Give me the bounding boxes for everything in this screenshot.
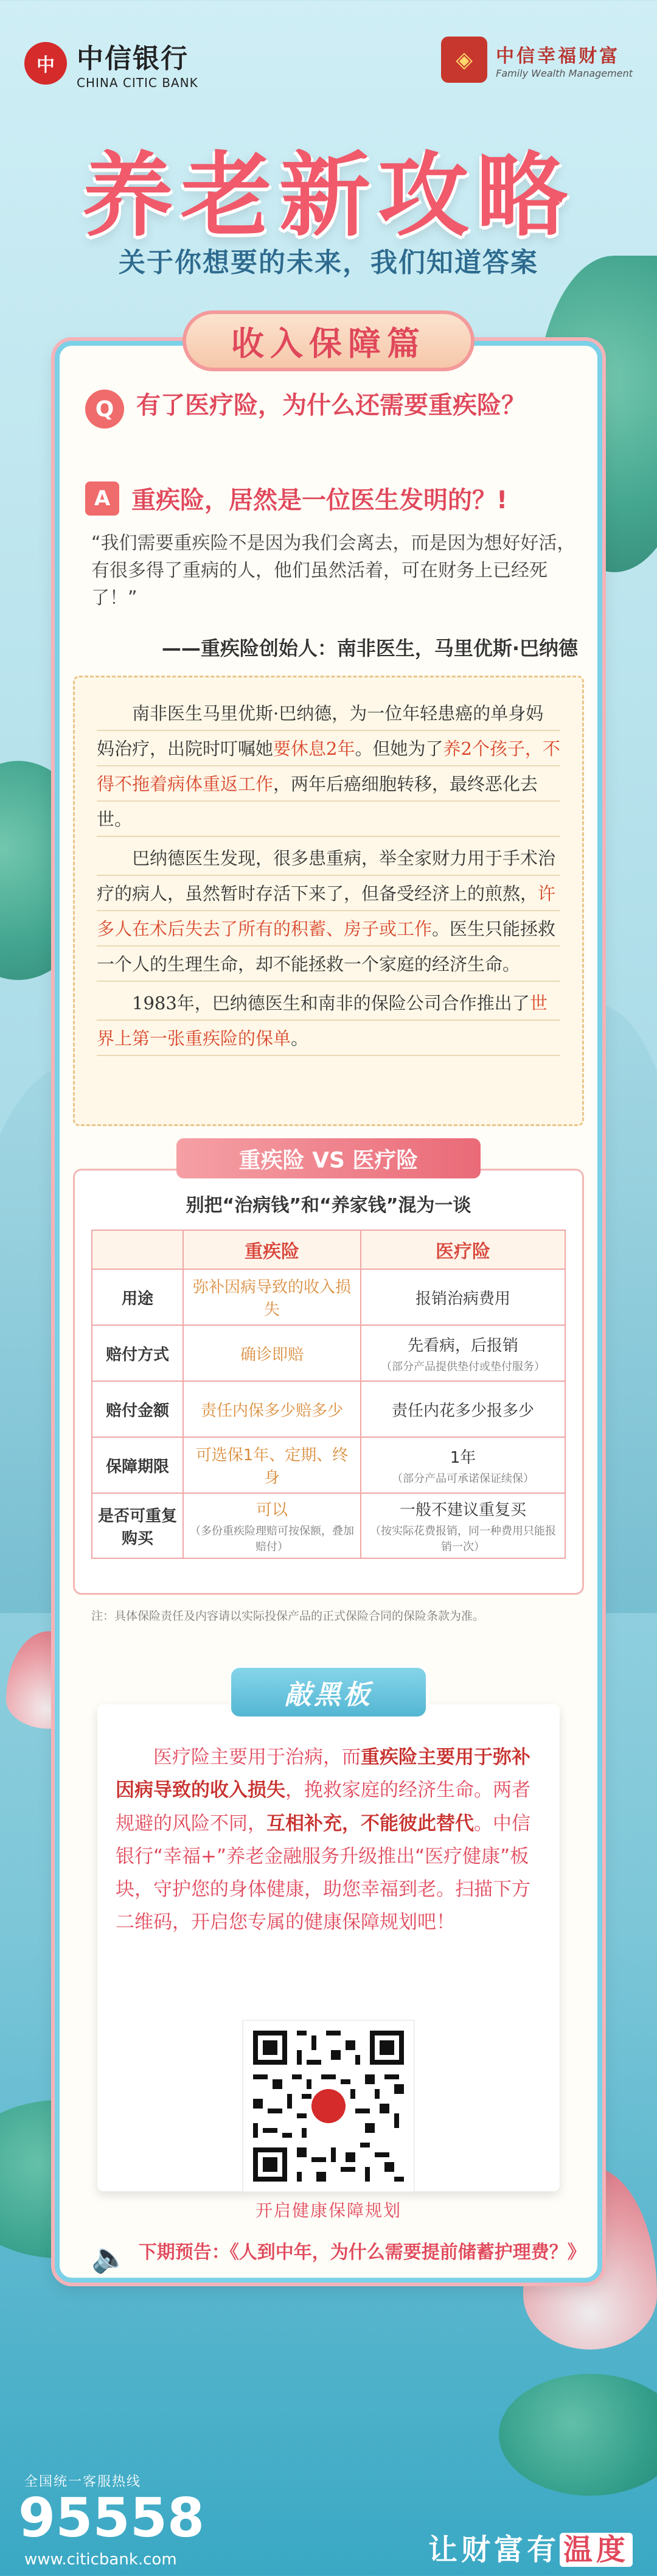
comparison-table	[91, 1230, 566, 1559]
row-label: 赔付金额	[92, 1381, 183, 1437]
row-label: 用途	[92, 1269, 183, 1325]
bank-name-en: CHINA CITIC BANK	[77, 75, 198, 90]
cell-note: （部分产品可承诺保证续保）	[391, 1472, 534, 1485]
cell-note: （按实际花费报销，同一种费用只能报销一次）	[369, 1525, 556, 1553]
row-label: 是否可重复购买	[92, 1493, 183, 1558]
story-paragraph-1	[97, 696, 560, 837]
cell-text: 责任内花多少报多少	[391, 1401, 534, 1420]
medical-cell	[361, 1493, 565, 1558]
cell-text: 可以	[255, 1501, 288, 1519]
question-row	[85, 390, 584, 429]
bank-name-cn: 中信银行	[77, 43, 189, 74]
story-highlight: 许多人在术后失去了所有的积蓄、房子或工作	[97, 883, 556, 939]
qr-code[interactable]	[243, 2021, 414, 2191]
comparison-subtitle: 别把“治病钱”和“养家钱”混为一谈	[186, 1195, 471, 1216]
story-text: 。	[291, 1028, 309, 1049]
page-title: 养老新攻略	[82, 143, 575, 249]
table-header-row	[92, 1230, 565, 1269]
qr-label: 开启健康保障规划	[255, 2200, 401, 2221]
website-link[interactable]: www.citicbank.com	[24, 2550, 177, 2569]
page-subtitle: 关于你想要的未来，我们知道答案	[119, 247, 538, 278]
cell-text: 可选保1年、定期、终身	[195, 1446, 349, 1487]
cell-text: 1年	[450, 1448, 476, 1467]
question-text: 有了医疗险，为什么还需要重疾险？	[136, 391, 526, 419]
row-label: 赔付方式	[92, 1325, 183, 1381]
partner-name-en: Family Wealth Management	[496, 67, 633, 79]
qr-code-icon	[248, 2026, 409, 2186]
key-points-tab: 敲黑板	[231, 1668, 426, 1717]
founder-quote: “我们需要重疾险不是因为我们会离去，而是因为想好好活，有很多得了重病的人，他们虽然活着，可在财务上已经死了！”	[91, 533, 575, 609]
section-tab: 收入保障篇	[182, 310, 474, 371]
table-row	[92, 1269, 565, 1325]
answer-row	[85, 481, 584, 516]
table-header-cell: 重疾险	[183, 1230, 361, 1269]
cell-text: 确诊即赔	[240, 1345, 304, 1364]
medical-cell	[361, 1381, 565, 1437]
partner-logo-icon: ◈	[441, 37, 487, 83]
board-text: ，挽救家庭的经济生命。两者规避的风险不同，	[116, 1779, 530, 1835]
medical-cell	[361, 1269, 565, 1325]
answer-text: 重疾险，居然是一位医生发明的？!	[131, 486, 508, 514]
story-highlight: 养2个孩子，不得不拖着病体重返工作	[97, 738, 560, 794]
speaker-icon: 🔈	[91, 2241, 128, 2275]
board-text: 医疗险主要用于治病，而	[153, 1746, 361, 1768]
row-label: 保障期限	[92, 1437, 183, 1493]
partner-logo	[441, 37, 633, 83]
hotline-number[interactable]: 95558	[18, 2487, 205, 2549]
cell-note: （部分产品提供垫付或垫付服务）	[380, 1360, 545, 1373]
table-row	[92, 1493, 565, 1558]
cell-text: 报销治病费用	[415, 1289, 510, 1308]
next-issue-text: 下期预告：《人到中年，为什么需要提前储蓄护理费？》	[138, 2242, 586, 2263]
slogan-highlight: 温度	[560, 2533, 633, 2567]
story-text: 南非医生马里优斯·巴纳德，为一位年轻患癌的单身妈妈治疗，出院时叮嘱她	[97, 703, 544, 759]
background-lotus-leaf-bottom-right	[499, 2374, 657, 2496]
next-issue-preview	[91, 2240, 590, 2275]
story-box	[73, 676, 584, 1126]
critical-illness-cell	[183, 1493, 361, 1558]
table-row	[92, 1381, 565, 1437]
key-points-text	[116, 1741, 541, 1939]
medical-cell	[361, 1325, 565, 1381]
cell-note: （多份重疾险理赔可按保额，叠加赔付）	[189, 1525, 354, 1553]
story-text: 1983年，巴纳德医生和南非的保险公司合作推出了	[132, 993, 530, 1013]
story-highlight: 世界上第一张重疾险的保单	[97, 993, 548, 1049]
table-row	[92, 1437, 565, 1493]
story-text: ，两年后癌细胞转移，最终恶化去世。	[97, 774, 538, 830]
board-text: 。中信银行“幸福+”养老金融服务升级推出“医疗健康”板块，守护您的身体健康，助您幸福到老。扫描下方二维码，开启您专属的健康保障规划吧！	[116, 1812, 530, 1934]
board-emphasis: 重疾险主要用于弥补因病导致的收入损失	[116, 1746, 530, 1802]
table-header-cell	[92, 1230, 183, 1269]
cell-text: 一般不建议重复买	[399, 1501, 526, 1519]
story-text: 。但她为了	[355, 738, 443, 759]
slogan-text: 让财富有	[428, 2533, 560, 2567]
cell-text: 弥补因病导致的收入损失	[192, 1278, 351, 1319]
medical-cell	[361, 1437, 565, 1493]
story-paragraph-3	[97, 985, 560, 1056]
story-text: 巴纳德医生发现，很多患重病，举全家财力用于手术治疗的病人，虽然暂时存活下来了，但备受经济上的煎熬，	[97, 848, 556, 904]
critical-illness-cell	[183, 1269, 361, 1325]
critical-illness-cell	[183, 1325, 361, 1381]
table-row	[92, 1325, 565, 1381]
bank-logo	[24, 37, 198, 90]
hotline-label: 全国统一客服热线	[24, 2474, 142, 2490]
comparison-footnote: 注：具体保险责任及内容请以实际投保产品的正式保险合同的保险条款为准。	[91, 1609, 485, 1623]
slogan	[428, 2526, 633, 2568]
partner-name-cn: 中信幸福财富	[496, 45, 620, 67]
cell-text: 责任内保多少赔多少	[200, 1401, 343, 1420]
comparison-header: 重疾险 VS 医疗险	[176, 1138, 481, 1178]
story-highlight: 要休息2年	[273, 738, 355, 759]
critical-illness-cell	[183, 1381, 361, 1437]
story-paragraph-2	[97, 841, 560, 982]
cell-text: 先看病，后报销	[407, 1336, 518, 1355]
story-text: 。医生只能拯救一个人的生理生命，却不能拯救一个家庭的经济生命。	[97, 919, 556, 975]
bank-logo-mark: 中	[24, 42, 67, 85]
critical-illness-cell	[183, 1437, 361, 1493]
board-emphasis: 互相补充，不能彼此替代	[266, 1812, 474, 1835]
answer-badge: A	[85, 481, 119, 516]
quote-attribution: ——重疾险创始人：南非医生，马里优斯·巴纳德	[161, 637, 578, 660]
table-header-cell: 医疗险	[361, 1230, 565, 1269]
question-badge: Q	[85, 390, 124, 429]
